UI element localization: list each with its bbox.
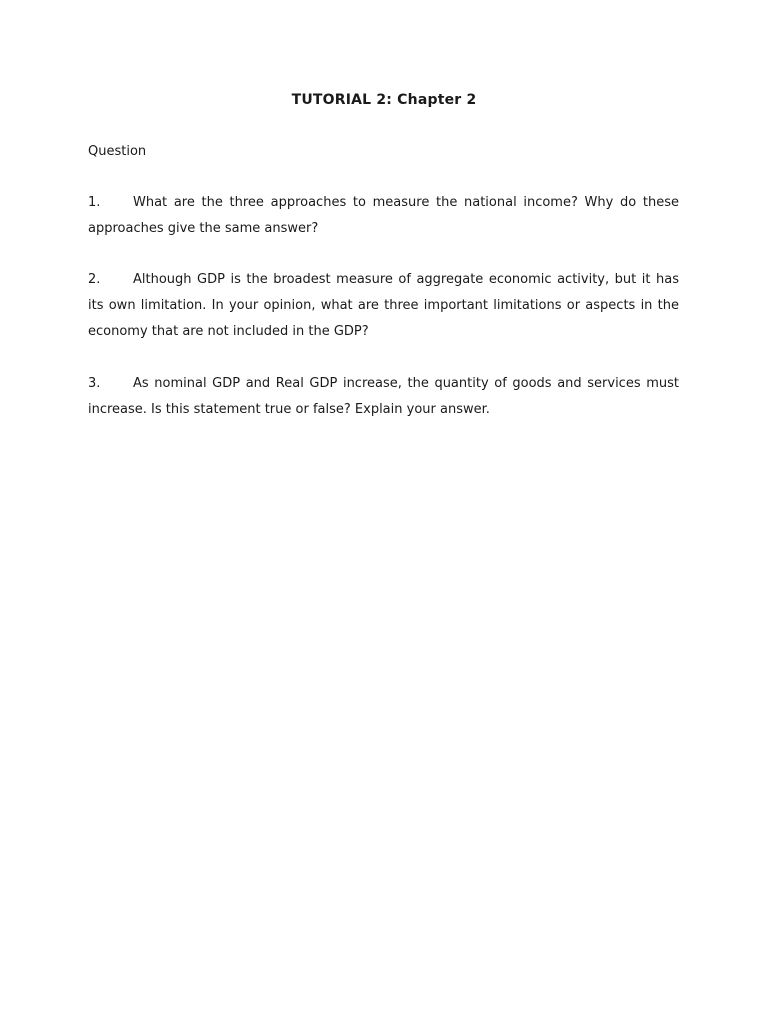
question-item [88, 267, 679, 345]
question-text: Although GDP is the broadest measure of aggregate economic activity, but it has its own limitation. In your opinion, what are three important limitations or aspects in the economy that are not included in the GDP? [88, 272, 679, 339]
question-number: 2. [88, 272, 101, 287]
question-number: 3. [88, 376, 101, 391]
document-title: TUTORIAL 2: Chapter 2 [291, 92, 477, 108]
question-item [88, 190, 679, 242]
section-label: Question [88, 144, 147, 159]
question-item [88, 371, 679, 423]
question-text: What are the three approaches to measure the national income? Why do these approaches give the same answer? [88, 195, 679, 236]
question-number: 1. [88, 195, 101, 210]
question-text: As nominal GDP and Real GDP increase, the quantity of goods and services must increase. Is this statement true or false? Explain your answer. [88, 376, 679, 417]
